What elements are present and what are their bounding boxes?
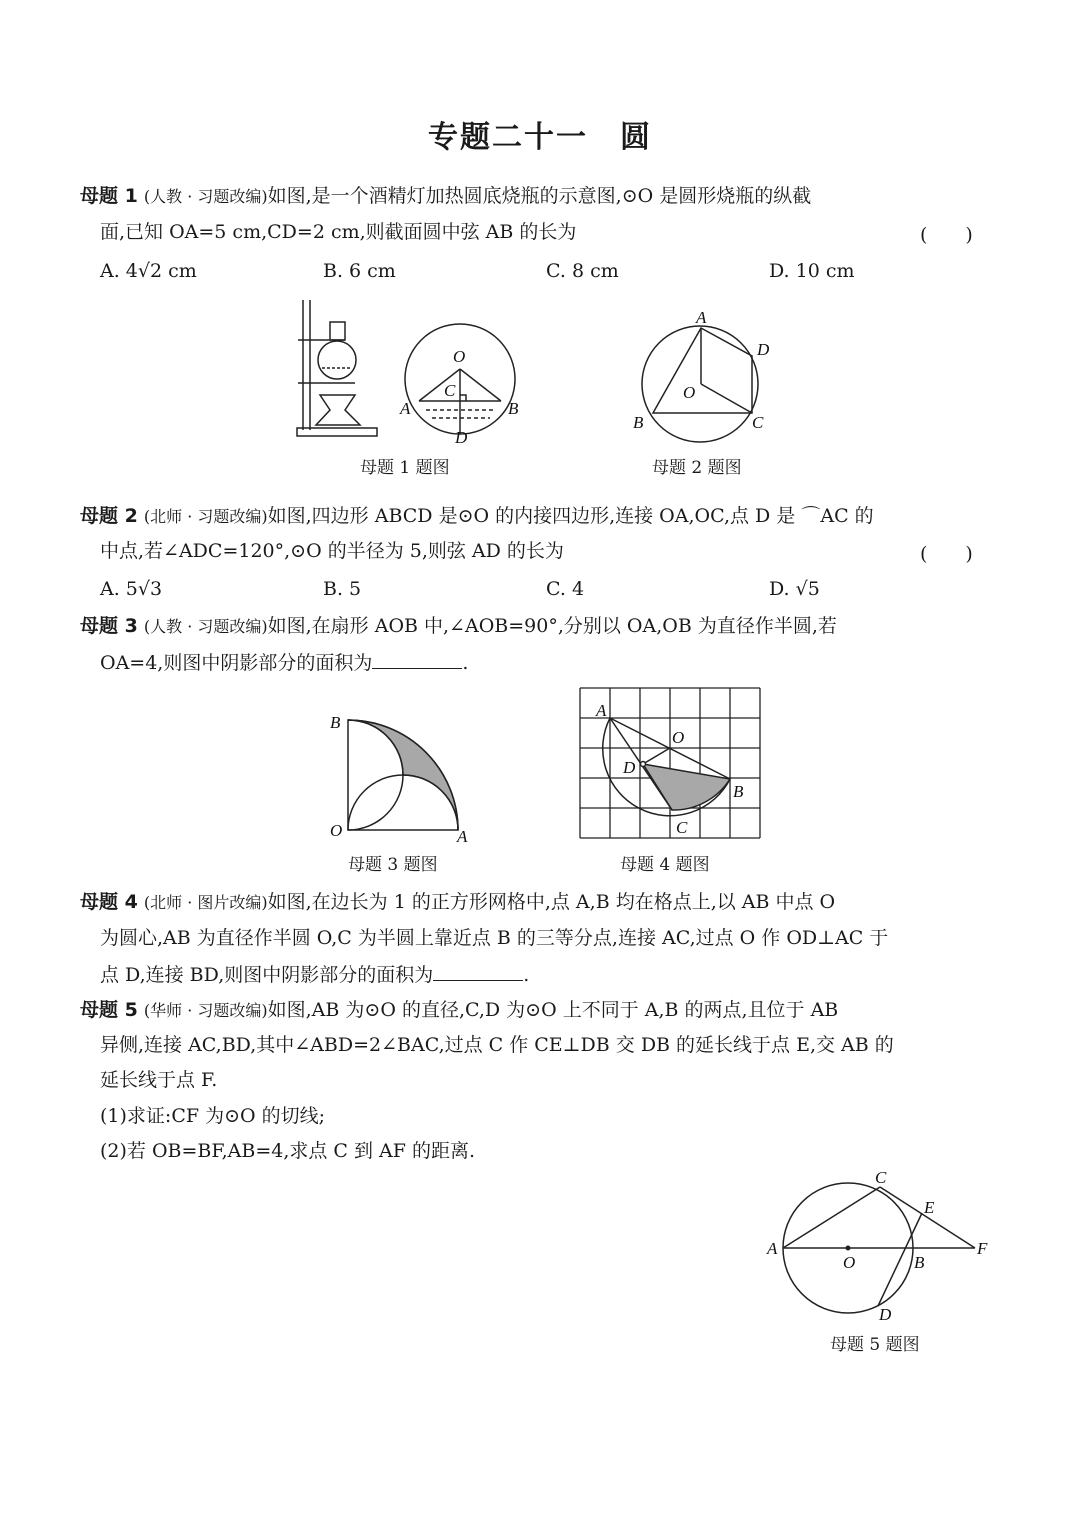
q5-label-a: A xyxy=(767,1239,778,1258)
q1-label-d: D xyxy=(455,428,468,447)
q4-label-o: O xyxy=(672,728,685,747)
q2-label-o: O xyxy=(683,383,696,402)
q5-label-c: C xyxy=(875,1168,887,1187)
q2-option-c: C. 4 xyxy=(546,578,585,600)
q2-heading: 母题 2 xyxy=(80,505,138,527)
q2-label-b: B xyxy=(633,413,644,432)
q2-label-c: C xyxy=(752,413,764,432)
q5-source: (华师 · 习题改编) xyxy=(143,1001,268,1020)
q5-line1 xyxy=(80,998,838,1023)
q4-figure-caption: 母题 4 题图 xyxy=(620,855,710,875)
alcohol-lamp-apparatus-figure xyxy=(297,300,377,436)
q4-label-d: D xyxy=(623,758,636,777)
q1-option-d: D. 10 cm xyxy=(769,260,855,282)
q4-label-c: C xyxy=(676,818,688,837)
q2-option-a: A. 5√3 xyxy=(100,578,163,600)
q4-end: . xyxy=(523,964,530,986)
q2-label-d: D xyxy=(757,340,770,359)
q4-construction xyxy=(603,718,730,816)
q4-label-b: B xyxy=(733,782,744,801)
q5-label-d: D xyxy=(879,1305,892,1324)
q2-line1 xyxy=(80,504,874,529)
q2-option-d: D. √5 xyxy=(769,578,820,600)
q3-line1 xyxy=(80,614,837,639)
q5-line3: 延长线于点 F. xyxy=(100,1069,218,1091)
q4-line1 xyxy=(80,890,835,915)
q3-line2 xyxy=(100,650,468,675)
q1-label-b: B xyxy=(508,399,519,418)
q1-option-c: C. 8 cm xyxy=(546,260,619,282)
q1-figure-caption: 母题 1 题图 xyxy=(360,458,450,478)
q1-option-b: B. 6 cm xyxy=(323,260,396,282)
q3-answer-blank[interactable] xyxy=(372,650,462,669)
q5-label-e: E xyxy=(924,1198,935,1217)
q1-circle-figure xyxy=(405,324,515,434)
q2-line2: 中点,若∠ADC=120°,⊙O 的半径为 5,则弦 AD 的长为 xyxy=(100,540,564,562)
q1-heading: 母题 1 xyxy=(80,185,138,207)
q3-end: . xyxy=(462,652,469,674)
q1-line2: 面,已知 OA=5 cm,CD=2 cm,则截面圆中弦 AB 的长为 xyxy=(100,221,577,243)
q3-heading: 母题 3 xyxy=(80,615,138,637)
q5-label-b: B xyxy=(914,1253,925,1272)
q4-source: (北师 · 图片改编) xyxy=(143,893,268,912)
q3-text1: 如图,在扇形 AOB 中,∠AOB=90°,分别以 OA,OB 为直径作半圆,若 xyxy=(267,615,837,637)
q5-text1: 如图,AB 为⊙O 的直径,C,D 为⊙O 上不同于 A,B 的两点,且位于 AB xyxy=(267,999,839,1021)
q2-text1: 如图,四边形 ABCD 是⊙O 的内接四边形,连接 OA,OC,点 D 是 ⌒AC 的 xyxy=(267,505,874,527)
q3-sector-figure xyxy=(348,720,458,830)
q3-label-a: A xyxy=(457,827,468,846)
q1-label-a: A xyxy=(400,399,411,418)
q3-label-b: B xyxy=(330,713,341,732)
q2-answer-paren: ( ) xyxy=(920,543,973,565)
q5-heading: 母题 5 xyxy=(80,999,138,1021)
q5-subquestion-1: (1)求证:CF 为⊙O 的切线; xyxy=(100,1105,326,1127)
q5-figure-caption: 母题 5 题图 xyxy=(830,1335,920,1355)
q1-source: (人教 · 习题改编) xyxy=(143,187,268,206)
q4-line2: 为圆心,AB 为直径作半圆 O,C 为半圆上靠近点 B 的三等分点,连接 AC,过点 O 作 OD⊥AC 于 xyxy=(100,927,889,949)
q4-heading: 母题 4 xyxy=(80,891,138,913)
q4-text1: 如图,在边长为 1 的正方形网格中,点 A,B 均在格点上,以 AB 中点 O xyxy=(267,891,836,913)
q5-line2: 异侧,连接 AC,BD,其中∠ABD=2∠BAC,过点 C 作 CE⊥DB 交 DB 的延长线于点 E,交 AB 的 xyxy=(100,1034,894,1056)
q1-label-c: C xyxy=(444,381,456,400)
page-title: 专题二十一 圆 xyxy=(428,120,652,155)
q1-text1: 如图,是一个酒精灯加热圆底烧瓶的示意图,⊙O 是圆形烧瓶的纵截 xyxy=(267,185,812,207)
q1-option-a: A. 4√2 cm xyxy=(100,260,197,282)
q3-text2: OA=4,则图中阴影部分的面积为 xyxy=(100,652,373,674)
q2-circle-figure xyxy=(642,326,758,442)
q2-option-b: B. 5 xyxy=(323,578,362,600)
q4-answer-blank[interactable] xyxy=(433,962,523,981)
q4-label-a: A xyxy=(596,701,607,720)
q5-label-f: F xyxy=(977,1239,988,1258)
q3-figure-caption: 母题 3 题图 xyxy=(348,855,438,875)
q1-answer-paren: ( ) xyxy=(920,224,973,246)
q5-subquestion-2: (2)若 OB=BF,AB=4,求点 C 到 AF 的距离. xyxy=(100,1140,476,1162)
q2-source: (北师 · 习题改编) xyxy=(143,507,268,526)
q4-text3: 点 D,连接 BD,则图中阴影部分的面积为 xyxy=(100,964,434,986)
q2-label-a: A xyxy=(696,308,707,327)
q1-label-o: O xyxy=(453,347,466,366)
q3-label-o: O xyxy=(330,821,343,840)
q4-line3 xyxy=(100,962,529,987)
q5-circle-figure xyxy=(783,1183,975,1313)
q2-figure-caption: 母题 2 题图 xyxy=(652,458,742,478)
q5-label-o: O xyxy=(843,1253,856,1272)
q3-source: (人教 · 习题改编) xyxy=(143,617,268,636)
